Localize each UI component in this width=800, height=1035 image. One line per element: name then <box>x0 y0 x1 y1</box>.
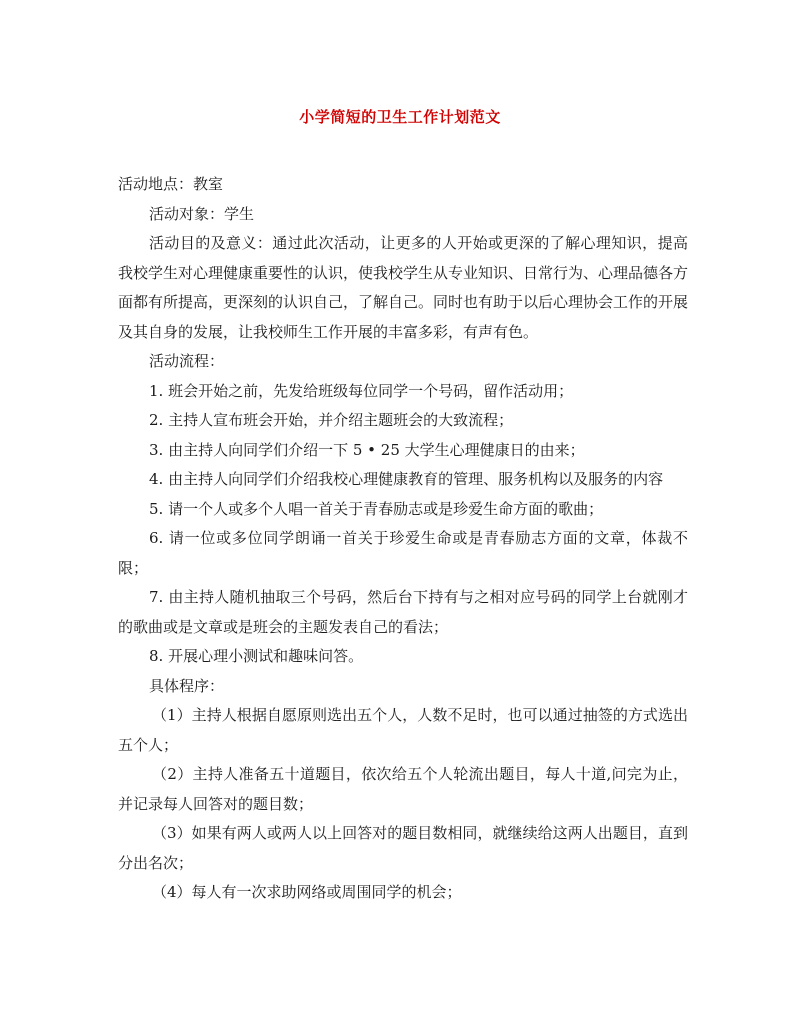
procedure-item-2: （2）主持人准备五十道题目，依次给五个人轮流出题目，每人十道,问完为止，并记录每人回答对的题目数； <box>118 765 688 813</box>
procedure-item-4: （4）每人有一次求助网络或周围同学的机会； <box>152 883 462 901</box>
process-step-8: 8. 开展心理小测试和趣味问答。 <box>149 647 364 665</box>
paragraph-location: 活动地点：教室 <box>118 175 224 193</box>
process-step-6: 6. 请一位或多位同学朗诵一首关于珍爱生命或是青春励志方面的文章，体裁不限； <box>118 529 688 577</box>
process-step-1: 1. 班会开始之前，先发给班级每位同学一个号码，留作活动用； <box>149 381 574 400</box>
procedure-item-3: （3）如果有两人或两人以上回答对的题目数相同，就继续给这两人出题目，直到分出名次； <box>118 824 688 872</box>
document-body <box>118 170 688 908</box>
document-title: 小学简短的卫生工作计划范文 <box>299 108 501 126</box>
paragraph-purpose: 活动目的及意义：通过此次活动，让更多的人开始或更深的了解心理知识，提高我校学生对心理健康重要性的认识，使我校学生从专业知识、日常行为、心理品德各方面都有所提高，更深刻的认识自己，了解自己。同时也有助于以后心理协会工作的开展及其自身的发展，让我校师生工作开展的丰富多彩，有声有色。 <box>118 234 689 341</box>
process-step-3: 3. 由主持人向同学们介绍一下 5 • 25 大学生心理健康日的由来； <box>149 440 585 459</box>
paragraph-process-heading: 活动流程： <box>149 352 225 370</box>
process-step-2: 2. 主持人宣布班会开始，并介绍主题班会的大致流程； <box>149 411 514 429</box>
paragraph-audience: 活动对象：学生 <box>149 204 255 223</box>
process-step-5: 5. 请一个人或多个人唱一首关于青春励志或是珍爱生命方面的歌曲； <box>149 499 604 518</box>
process-step-4: 4. 由主持人向同学们介绍我校心理健康教育的管理、服务机构以及服务的内容 <box>149 470 664 488</box>
process-step-7: 7. 由主持人随机抽取三个号码，然后台下持有与之相对应号码的同学上台就刚才的歌曲或是文章或是班会的主题发表自己的看法； <box>118 588 688 636</box>
procedure-item-1: （1）主持人根据自愿原则选出五个人，人数不足时，也可以通过抽签的方式选出五个人； <box>118 706 688 754</box>
paragraph-procedure-heading: 具体程序： <box>149 676 225 695</box>
